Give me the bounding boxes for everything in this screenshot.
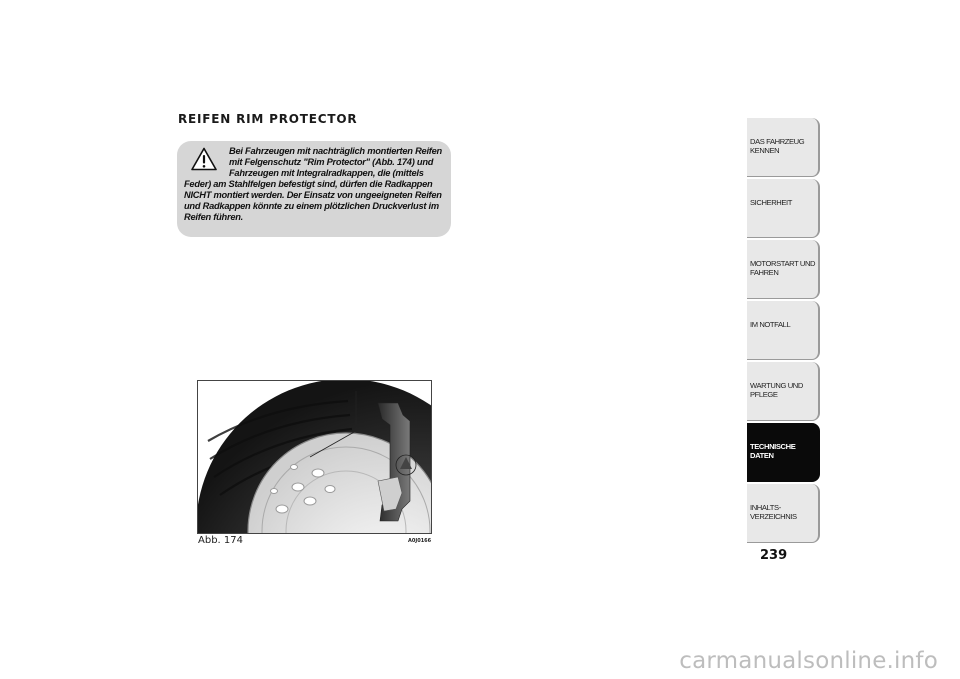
tab-im-notfall[interactable] xyxy=(747,301,820,360)
tab-label: INHALTS- VERZEICHNIS xyxy=(750,503,797,521)
warning-text: Bei Fahrzeugen mit nachträglich montierten Reifen mit Felgenschutz "Rim Protector" (Abb. 174) und Fahrzeugen mit Integralradkappen, die (mittels Feder) am Stahlfelgen befestigt sind, dürfen die Radkappen NICHT montiert werden. Der Einsatz von ungeeigneten Reifen und Radkappen könnte zu einem plötzlichen Druckverlust im Reifen führen. xyxy=(184,146,442,222)
tab-label: IM NOTFALL xyxy=(750,320,791,329)
chapter-tabs xyxy=(747,118,820,545)
tab-das-fahrzeug-kennen[interactable] xyxy=(747,118,820,177)
tab-technische-daten[interactable] xyxy=(747,423,820,482)
tab-label: TECHNISCHE DATEN xyxy=(750,442,796,460)
tab-label: DAS FAHRZEUG KENNEN xyxy=(750,137,805,155)
tire-rim-protector-figure xyxy=(197,380,432,534)
tire-illustration xyxy=(198,381,431,533)
tab-inhaltsverzeichnis[interactable] xyxy=(747,484,820,543)
tab-label: WARTUNG UND PFLEGE xyxy=(750,381,803,399)
tab-label: SICHERHEIT xyxy=(750,198,792,207)
page-number: 239 xyxy=(760,548,788,563)
tab-sicherheit[interactable] xyxy=(747,179,820,238)
figure-code: A0J0166 xyxy=(408,538,432,544)
warning-box xyxy=(177,141,451,237)
watermark-text: carmanualsonline.info xyxy=(679,648,938,674)
tab-wartung-und-pflege[interactable] xyxy=(747,362,820,421)
section-title: REIFEN RIM PROTECTOR xyxy=(178,112,358,126)
tab-motorstart-und-fahren[interactable] xyxy=(747,240,820,299)
tab-label: MOTORSTART UND FAHREN xyxy=(750,259,816,277)
figure-caption: Abb. 174 xyxy=(198,535,243,546)
